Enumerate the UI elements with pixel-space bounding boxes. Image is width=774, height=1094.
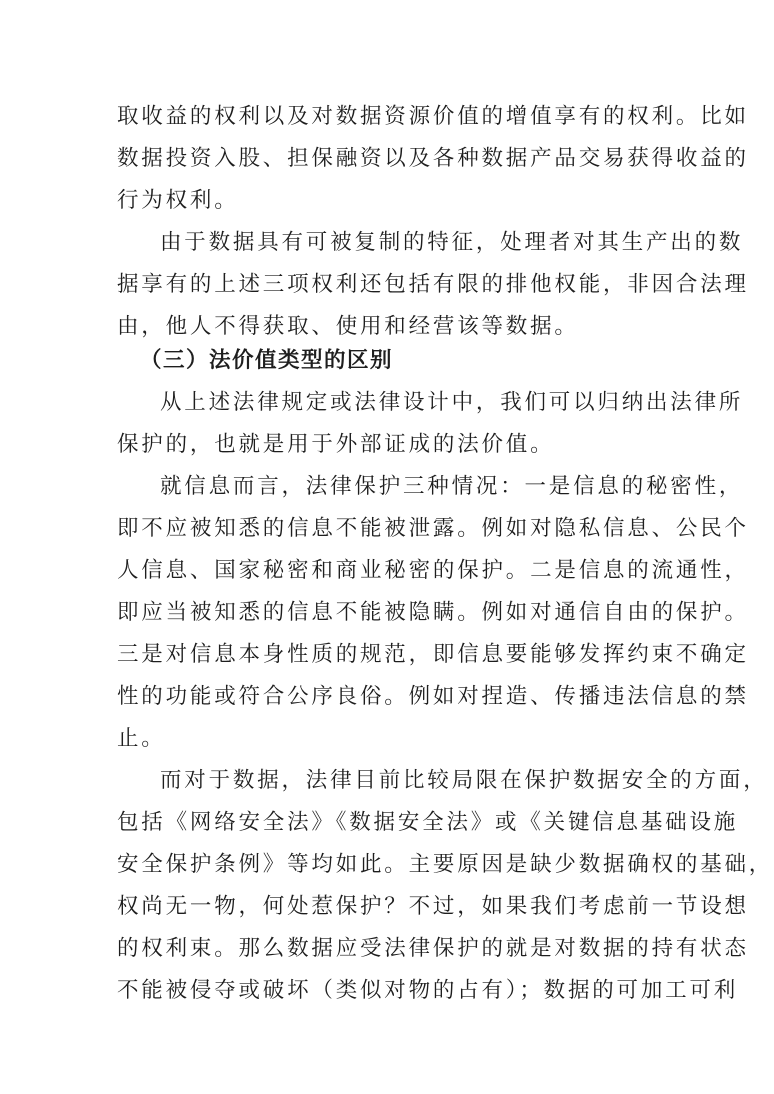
text-line: 不能被侵夺或破坏（类似对物的占有）；数据的可加工可利 xyxy=(117,978,739,1003)
section-heading: （三）法价值类型的区别 xyxy=(140,348,394,373)
text-line: 三是对信息本身性质的规范，即信息要能够发挥约束不确定 xyxy=(117,642,749,667)
text-line: 人信息、国家秘密和商业秘密的保护。二是信息的流通性， xyxy=(117,558,749,583)
paragraph-first-line: 由于数据具有可被复制的特征，处理者对其生产出的数 xyxy=(160,230,744,255)
text-line: 据享有的上述三项权利还包括有限的排他权能，非因合法理 xyxy=(117,272,749,297)
text-line: 由，他人不得获取、使用和经营该等数据。 xyxy=(117,314,579,339)
text-line: 即不应被知悉的信息不能被泄露。例如对隐私信息、公民个 xyxy=(117,516,749,541)
text-line: 即应当被知悉的信息不能被隐瞒。例如对通信自由的保护。 xyxy=(117,600,749,625)
text-line: 数据投资入股、担保融资以及各种数据产品交易获得收益的 xyxy=(117,146,749,171)
paragraph-first-line: 就信息而言，法律保护三种情况：一是信息的秘密性， xyxy=(160,474,744,499)
text-line: 保护的，也就是用于外部证成的法价值。 xyxy=(117,432,555,457)
text-line: 包括《网络安全法》《数据安全法》或《关键信息基础设施 xyxy=(117,810,739,835)
text-line: 止。 xyxy=(117,726,166,751)
text-line: 权尚无一物，何处惹保护？不过，如果我们考虑前一节设想 xyxy=(117,894,749,919)
paragraph-first-line: 而对于数据，法律目前比较局限在保护数据安全的方面， xyxy=(160,768,768,793)
text-line: 的权利束。那么数据应受法律保护的就是对数据的持有状态 xyxy=(117,936,749,961)
text-line: 行为权利。 xyxy=(117,188,239,213)
text-line: 取收益的权利以及对数据资源价值的增值享有的权利。比如 xyxy=(117,104,749,129)
paragraph-first-line: 从上述法律规定或法律设计中，我们可以归纳出法律所 xyxy=(160,390,744,415)
text-line: 性的功能或符合公序良俗。例如对捏造、传播违法信息的禁 xyxy=(117,684,749,709)
text-line: 安全保护条例》等均如此。主要原因是缺少数据确权的基础， xyxy=(117,852,774,877)
